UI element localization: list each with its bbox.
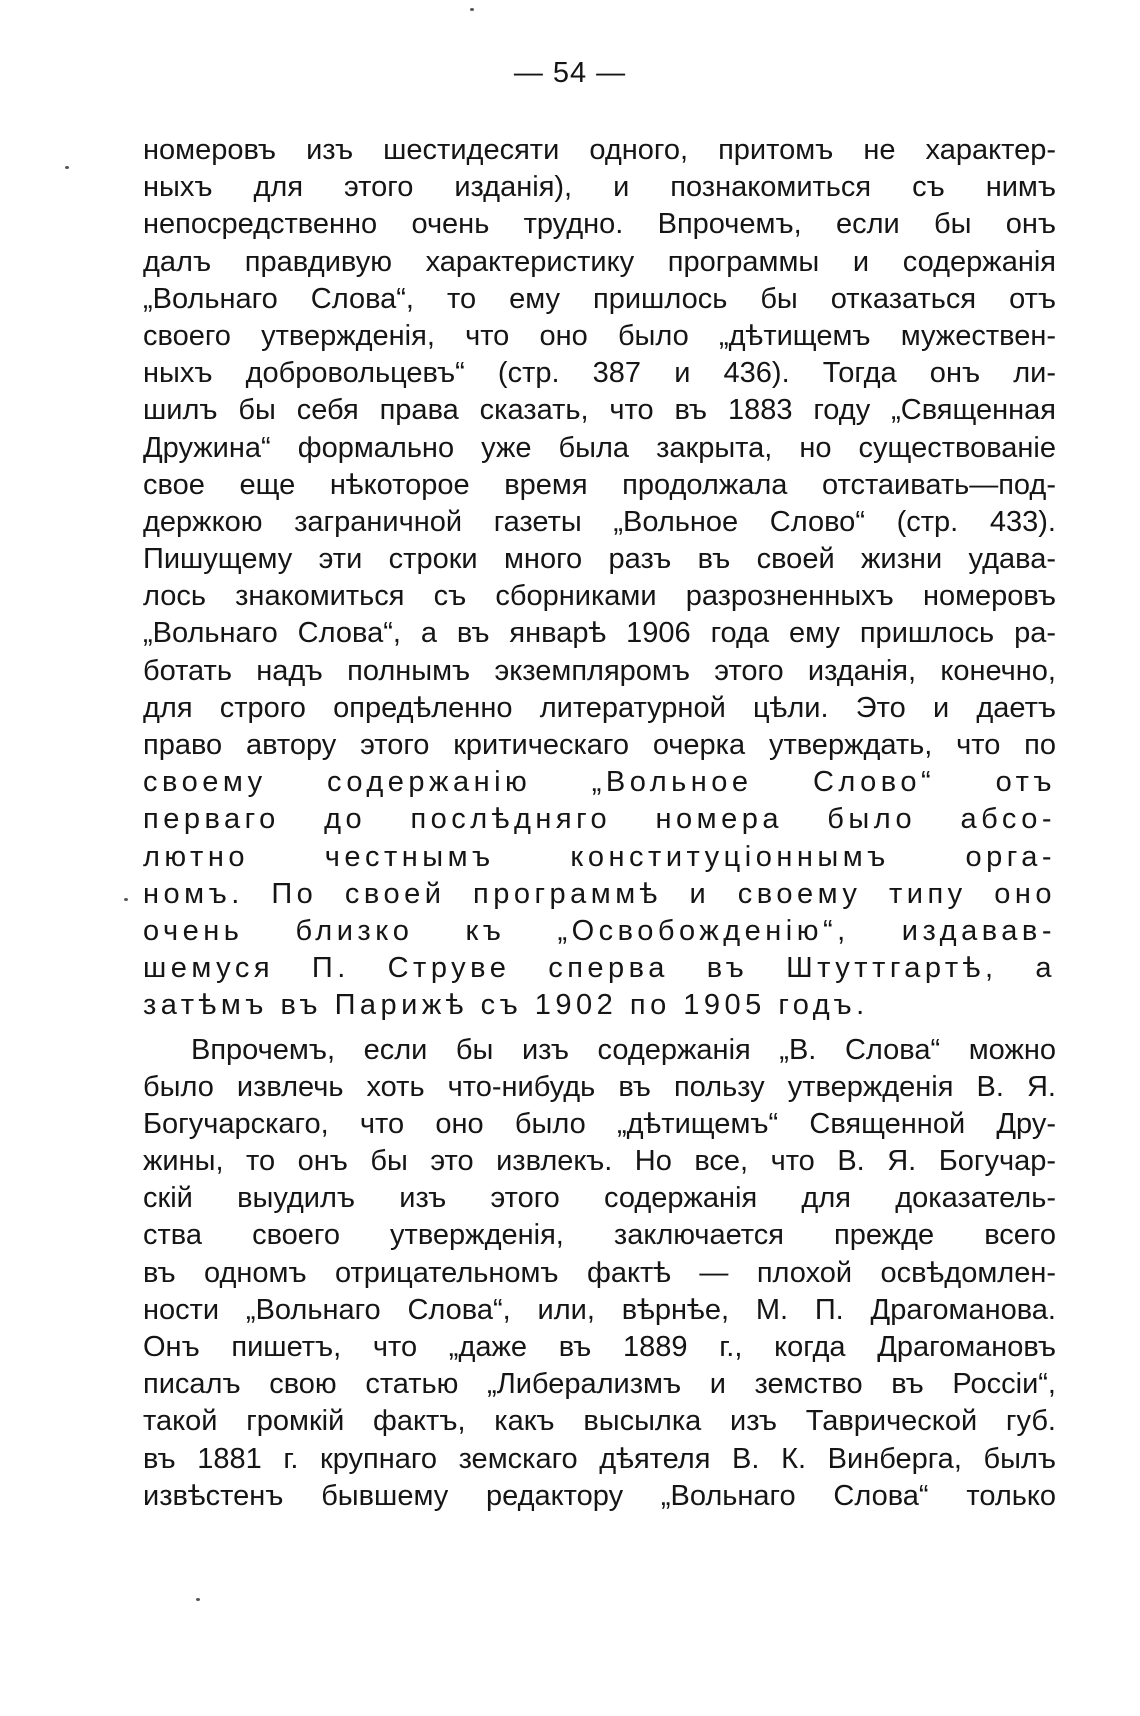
text-line: ности „Вольнаго Слова“, или, вѣрнѣе, М. П. Драгоманова. bbox=[143, 1293, 1056, 1326]
scan-speck bbox=[124, 898, 128, 901]
text-line: Дружина“ формально уже была закрыта, но существованіе bbox=[143, 431, 1056, 464]
text-line: ныхъ для этого изданія), и познакомиться съ нимъ bbox=[143, 171, 1056, 204]
text-line: такой громкій фактъ, какъ высылка изъ Таврической губ. bbox=[143, 1405, 1056, 1438]
text-line: номеровъ изъ шестидесяти одного, притомъ не характер- bbox=[143, 134, 1056, 166]
scan-speck bbox=[470, 8, 474, 11]
text-line: для строго опредѣленно литературной цѣли. Это и даетъ bbox=[143, 691, 1056, 724]
body-text bbox=[143, 132, 1056, 1515]
text-line: ныхъ добровольцевъ“ (стр. 387 и 436). Тогда онъ ли- bbox=[143, 357, 1056, 390]
scan-speck bbox=[196, 1598, 200, 1601]
text-line: Богучарскаго, что оно было „дѣтищемъ“ Священной Дру- bbox=[143, 1107, 1056, 1140]
text-line: въ одномъ отрицательномъ фактѣ — плохой освѣдомлен- bbox=[143, 1256, 1056, 1289]
text-line-spaced: номъ. По своей программѣ и своему типу оно bbox=[143, 877, 1056, 910]
text-line-spaced: перваго до послѣдняго номера было абсо- bbox=[143, 803, 1056, 836]
text-line: писалъ свою статью „Либерализмъ и земство въ Россіи“, bbox=[143, 1368, 1056, 1401]
text-line: Пишущему эти строки много разъ въ своей жизни удава- bbox=[143, 543, 1056, 576]
text-line: свое еще нѣкоторое время продолжала отстаивать—под- bbox=[143, 468, 1056, 501]
text-line: извѣстенъ бывшему редактору „Вольнаго Слова“ только bbox=[143, 1479, 1056, 1512]
text-line: жины, то онъ бы это извлекъ. Но все, что В. Я. Богучар- bbox=[143, 1145, 1056, 1178]
text-line: „Вольнаго Слова“, а въ январѣ 1906 года ему пришлось ра- bbox=[143, 617, 1056, 650]
text-line: въ 1881 г. крупнаго земскаго дѣятеля В. К. Винберга, былъ bbox=[143, 1442, 1056, 1475]
text-line: шилъ бы себя права сказать, что въ 1883 году „Священная bbox=[143, 394, 1056, 427]
text-line: далъ правдивую характеристику программы и содержанія bbox=[143, 245, 1056, 278]
text-line: своего утвержденія, что оно было „дѣтищемъ мужествен- bbox=[143, 319, 1056, 352]
text-line: „Вольнаго Слова“, то ему пришлось бы отказаться отъ bbox=[143, 282, 1056, 315]
text-line-spaced: своему содержанію „Вольное Слово“ отъ bbox=[143, 766, 1056, 799]
text-line: право автору этого критическаго очерка утверждать, что по bbox=[143, 729, 1056, 761]
text-line: было извлечь хоть что-нибудь въ пользу утвержденія В. Я. bbox=[143, 1070, 1056, 1103]
text-line-spaced: шемуся П. Струве сперва въ Штуттгартѣ, а bbox=[143, 952, 1056, 985]
text-line-spaced: лютно честнымъ конституціоннымъ орга- bbox=[143, 840, 1056, 873]
page-number: — 54 — bbox=[513, 57, 627, 89]
text-line: лось знакомиться съ сборниками разрозненныхъ номеровъ bbox=[143, 580, 1056, 613]
paragraph-2 bbox=[143, 1032, 1056, 1515]
text-line: держкою заграничной газеты „Вольное Слово“ (стр. 433). bbox=[143, 505, 1056, 538]
text-line-indented: Впрочемъ, если бы изъ содержанія „В. Слова“ можно bbox=[191, 1033, 1056, 1066]
text-line: скій выудилъ изъ этого содержанія для доказатель- bbox=[143, 1182, 1056, 1215]
text-line-spaced: затѣмъ въ Парижѣ съ 1902 по 1905 годъ. bbox=[143, 989, 869, 1022]
paragraph-1 bbox=[143, 132, 1056, 1025]
scan-speck bbox=[65, 166, 69, 169]
text-line: ботать надъ полнымъ экземпляромъ этого изданія, конечно, bbox=[143, 654, 1056, 687]
text-line-spaced: очень близко къ „Освобожденію“, издавав- bbox=[143, 914, 1056, 947]
text-line: Онъ пишетъ, что „даже въ 1889 г., когда Драгомановъ bbox=[143, 1331, 1056, 1363]
text-line: непосредственно очень трудно. Впрочемъ, если бы онъ bbox=[143, 208, 1056, 241]
text-line: ства своего утвержденія, заключается прежде всего bbox=[143, 1219, 1056, 1252]
